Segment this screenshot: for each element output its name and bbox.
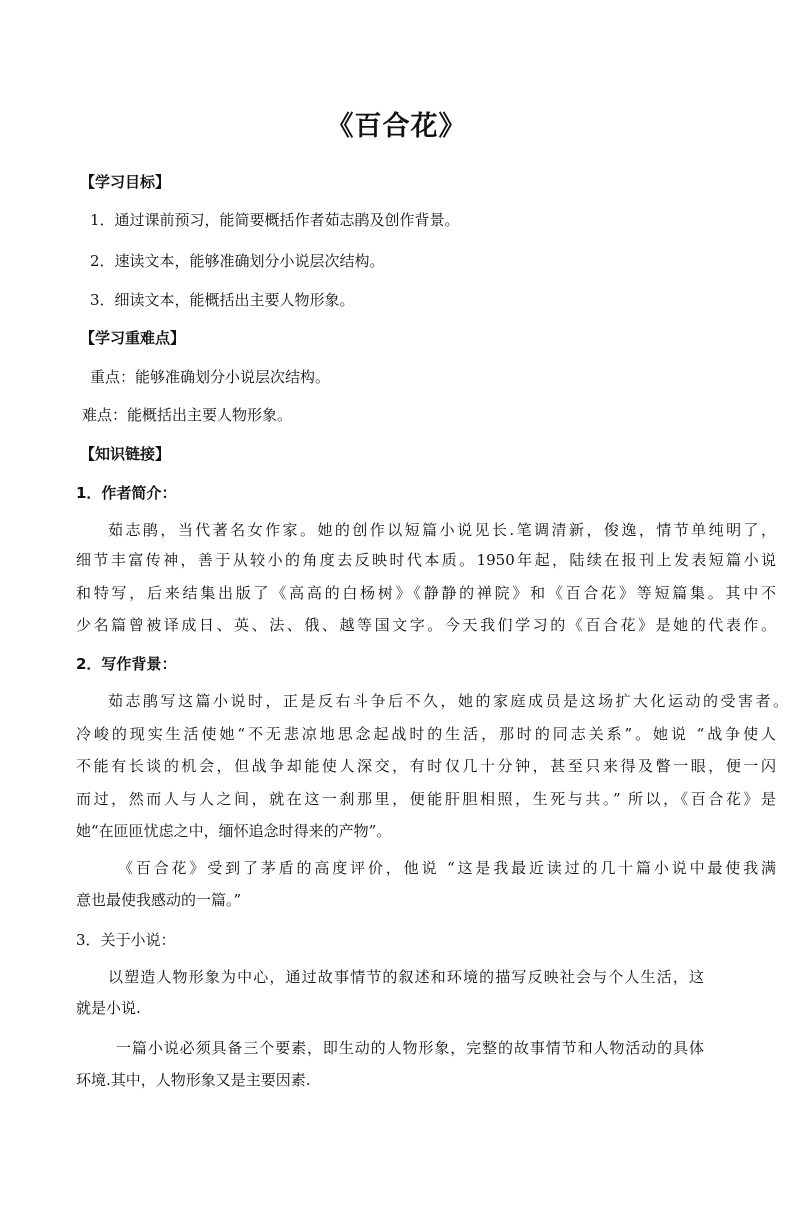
key-point-difficulty: 难点：能概括出主要人物形象。 bbox=[82, 406, 293, 424]
author-line: 和特写，后来结集出版了《高高的白杨树》《静静的禅院》和《百合花》等短篇集。其中不 bbox=[76, 584, 776, 602]
document-title: 《百合花》 bbox=[326, 111, 467, 142]
author-line: 少名篇曾被译成日、英、法、俄、越等国文字。今天我们学习的《百合花》是她的代表作。 bbox=[76, 616, 776, 634]
author-line: 茹志鹃，当代著名女作家。她的创作以短篇小说见长.笔调清新，俊逸，情节单纯明了， bbox=[108, 521, 776, 539]
background-line: 不能有长谈的机会，但战争却能使人深交，有时仅几十分钟，甚至只来得及瞥一眼，便一闪 bbox=[76, 757, 776, 775]
author-heading: 1．作者简介： bbox=[76, 484, 177, 502]
novel-para2-line: 环境.其中，人物形象又是主要因素. bbox=[76, 1071, 311, 1089]
novel-heading: 3．关于小说： bbox=[76, 931, 176, 949]
goal-item: 3．细读文本，能概括出主要人物形象。 bbox=[90, 291, 355, 309]
background-line: 茹志鹃写这篇小说时，正是反右斗争后不久，她的家庭成员是这场扩大化运动的受害者。 bbox=[108, 692, 788, 710]
novel-para1-line: 就是小说. bbox=[76, 999, 141, 1017]
background-line: 冷峻的现实生活使她“不无悲凉地思念起战时的生活，那时的同志关系”。她说 “战争使人 bbox=[76, 725, 776, 743]
comment-line: 《百合花》受到了茅盾的高度评价，他说 “这是我最近读过的几十篇小说中最使我满 bbox=[118, 859, 776, 877]
background-heading: 2．写作背景： bbox=[76, 655, 177, 673]
goal-item: 1．通过课前预习，能简要概括作者茹志鹃及创作背景。 bbox=[90, 211, 460, 229]
comment-line: 意也最使我感动的一篇。” bbox=[76, 891, 242, 909]
key-points-heading: 【学习重难点】 bbox=[80, 329, 186, 347]
novel-para2-line: 一篇小说必须具备三个要素，即生动的人物形象，完整的故事情节和人物活动的具体 bbox=[116, 1039, 704, 1057]
novel-para1-line: 以塑造人物形象为中心，通过故事情节的叙述和环境的描写反映社会与个人生活，这 bbox=[108, 968, 704, 986]
knowledge-heading: 【知识链接】 bbox=[80, 445, 171, 463]
background-line: 她“在匝匝忧虑之中，缅怀追念时得来的产物”。 bbox=[76, 822, 392, 840]
key-point-focus: 重点：能够准确划分小说层次结构。 bbox=[90, 368, 331, 386]
background-line: 而过，然而人与人之间，就在这一刹那里，便能肝胆相照，生死与共。” 所以，《百合花》是 bbox=[76, 790, 776, 808]
author-line: 细节丰富传神，善于从较小的角度去反映时代本质。1950年起，陆续在报刊上发表短篇小说 bbox=[76, 551, 776, 569]
goals-heading: 【学习目标】 bbox=[80, 173, 171, 191]
goal-item: 2．速读文本，能够准确划分小说层次结构。 bbox=[90, 252, 385, 270]
